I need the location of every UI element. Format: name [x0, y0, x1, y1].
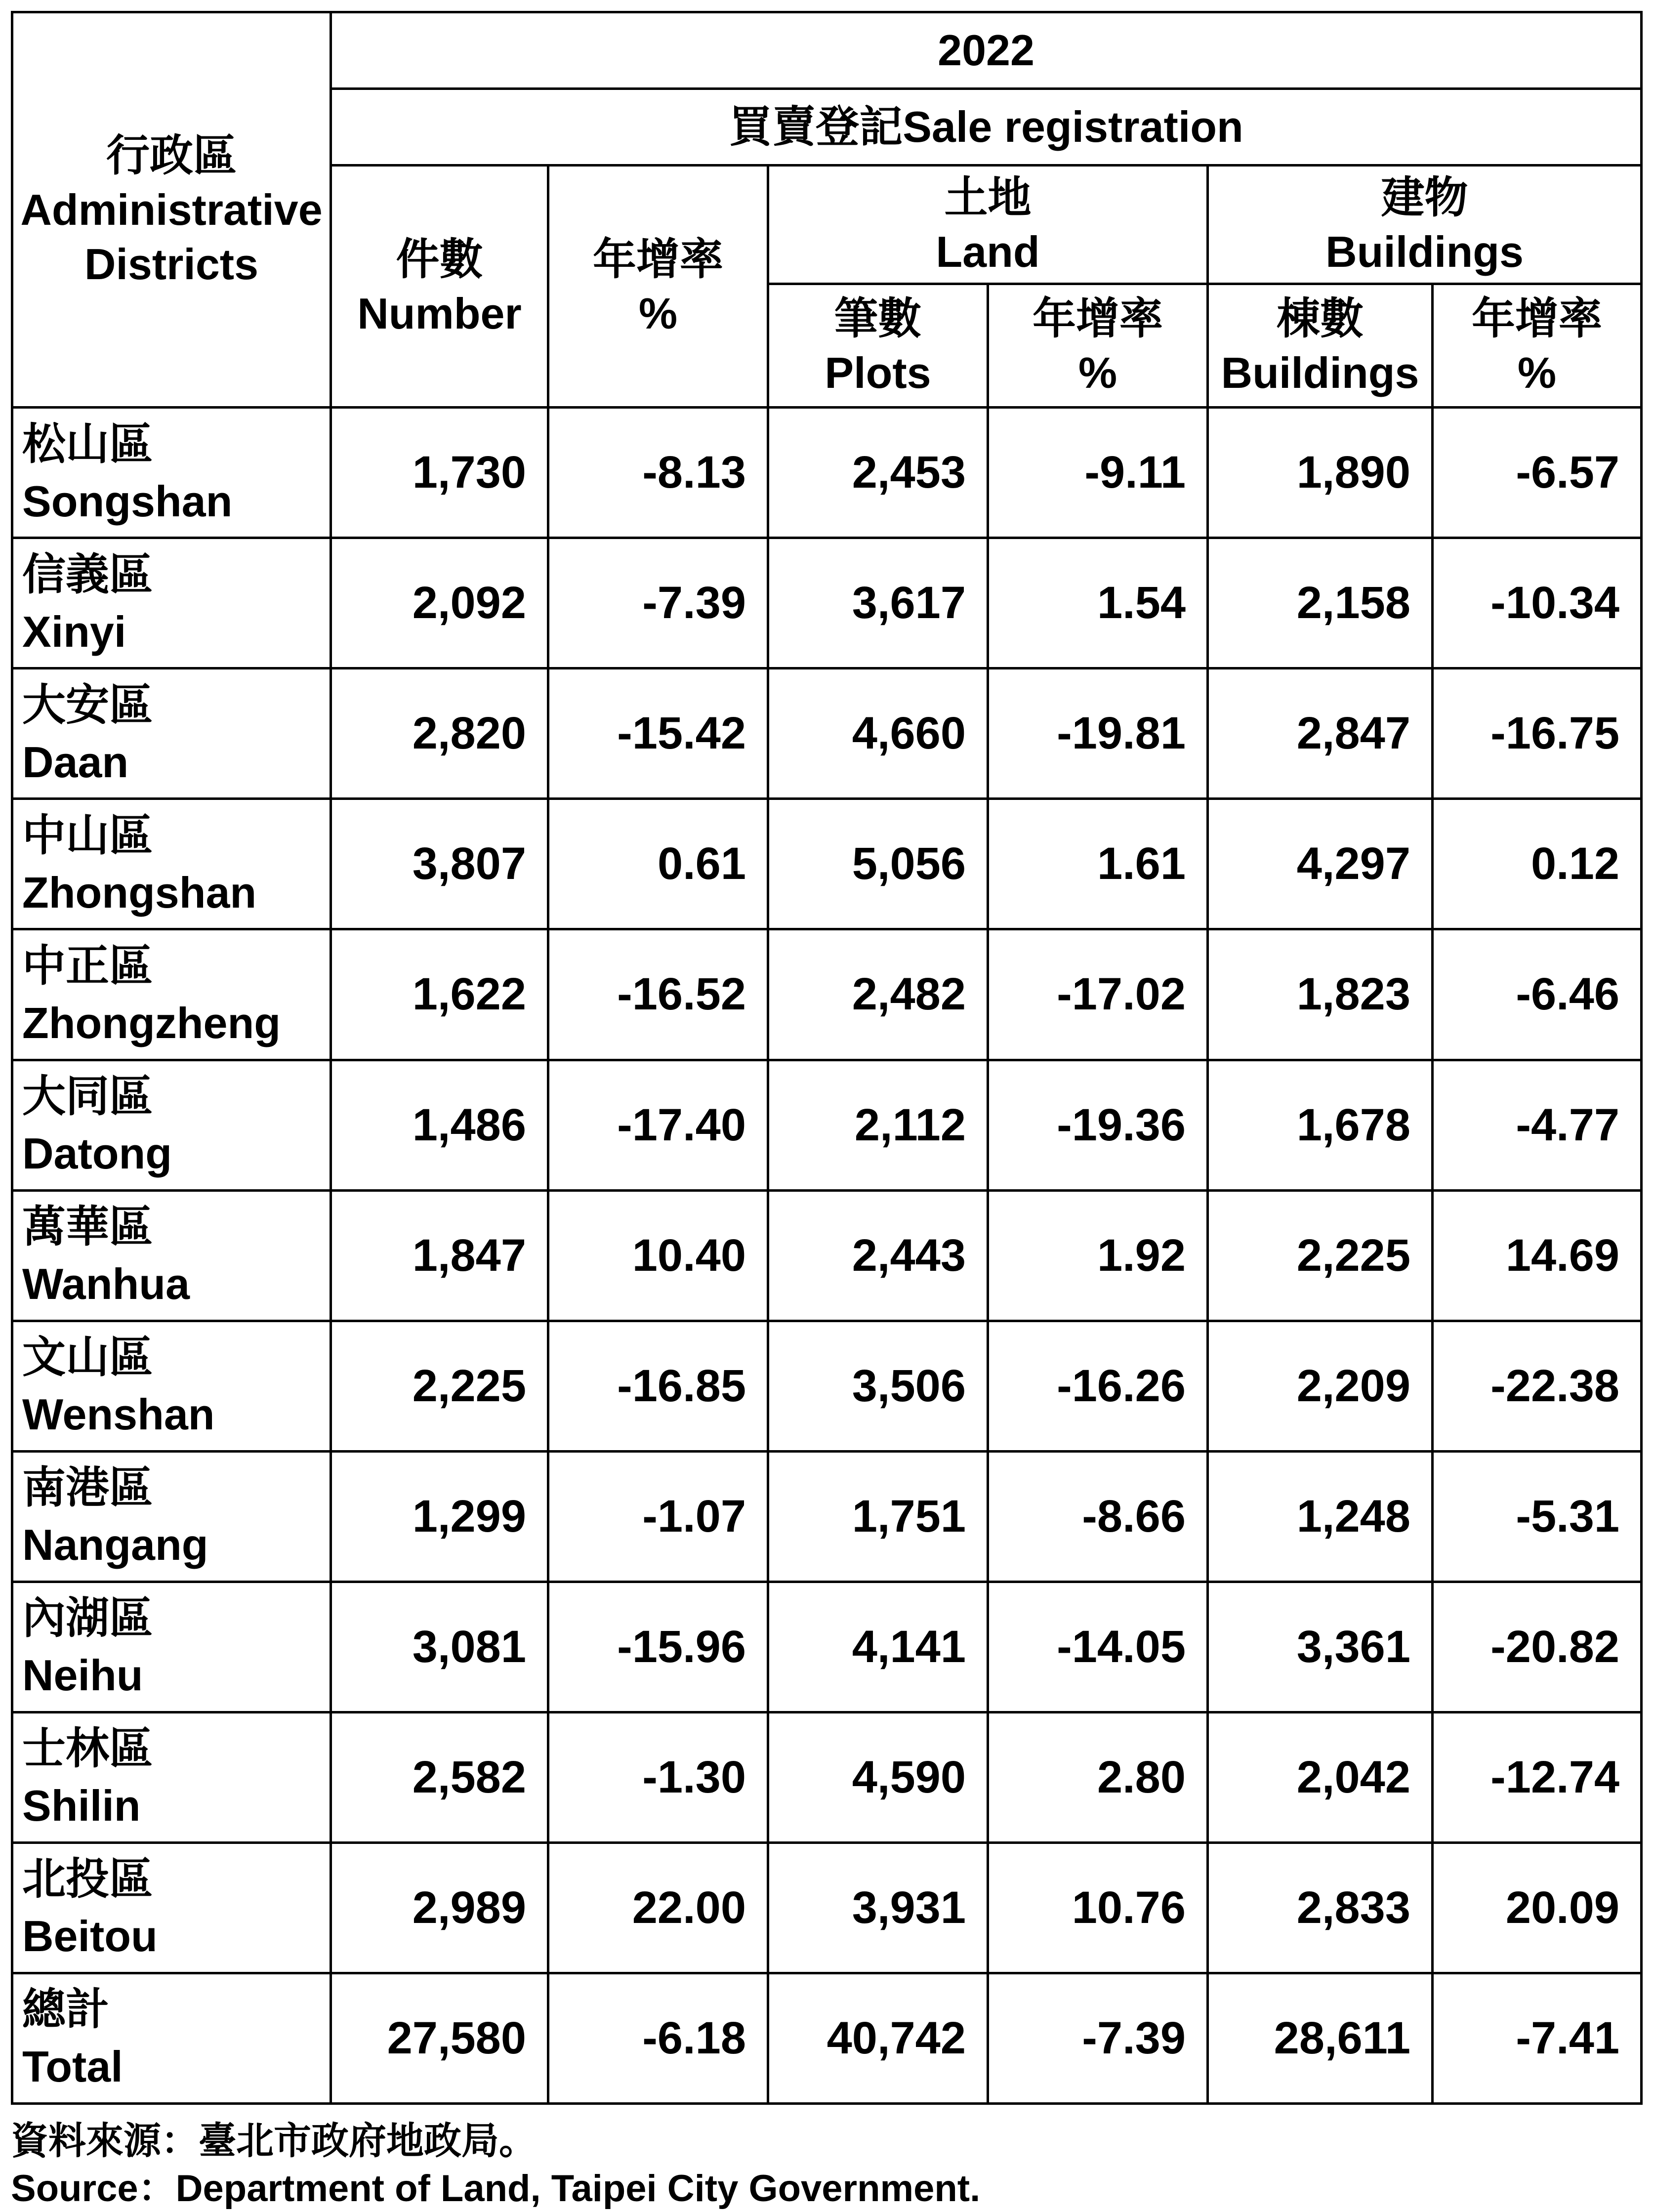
district-name-en: Songshan [22, 476, 233, 526]
district-name-zh: 士林區 [22, 1724, 153, 1773]
cell-plots: 3,506 [768, 1321, 988, 1451]
header-growth-en: % [1517, 348, 1557, 397]
district-name-zh: 大同區 [22, 1071, 153, 1121]
district-cell [12, 1842, 331, 1973]
district-cell [12, 1973, 331, 2103]
cell-number-rate: -17.40 [548, 1060, 768, 1190]
cell-number: 1,486 [331, 1060, 548, 1190]
district-name-zh: 萬華區 [22, 1202, 153, 1251]
header-buildings-group [1208, 166, 1642, 284]
cell-plots-rate: -14.05 [988, 1582, 1208, 1712]
cell-plots: 2,443 [768, 1190, 988, 1321]
cell-buildings: 4,297 [1208, 799, 1433, 929]
cell-buildings: 2,158 [1208, 538, 1433, 668]
cell-number: 1,847 [331, 1190, 548, 1321]
header-buildings-group-zh: 建物 [1381, 172, 1468, 222]
district-name-en: Wanhua [22, 1259, 190, 1309]
cell-plots: 2,112 [768, 1060, 988, 1190]
cell-buildings-rate: -4.77 [1433, 1060, 1642, 1190]
cell-plots: 2,482 [768, 929, 988, 1060]
header-plots-en: Plots [825, 348, 931, 397]
district-name-zh: 大安區 [22, 680, 153, 729]
district-name-en: Nangang [22, 1520, 208, 1570]
cell-plots: 5,056 [768, 799, 988, 929]
table-row [12, 1973, 1642, 2103]
cell-plots-rate: -16.26 [988, 1321, 1208, 1451]
cell-number: 1,299 [331, 1451, 548, 1582]
header-land-en: Land [936, 227, 1040, 276]
cell-number-rate: -6.18 [548, 1973, 768, 2103]
district-cell [12, 1321, 331, 1451]
cell-number: 27,580 [331, 1973, 548, 2103]
district-name-zh: 總計 [22, 1985, 110, 2034]
cell-buildings: 2,847 [1208, 668, 1433, 799]
header-sale-registration: 買賣登記Sale registration [331, 89, 1642, 166]
district-cell [12, 408, 331, 538]
header-plots [768, 284, 988, 408]
cell-number: 2,092 [331, 538, 548, 668]
table-row [12, 1321, 1642, 1451]
table-row [12, 799, 1642, 929]
district-cell [12, 1060, 331, 1190]
cell-buildings-rate: -16.75 [1433, 668, 1642, 799]
cell-plots-rate: -17.02 [988, 929, 1208, 1060]
cell-number: 2,820 [331, 668, 548, 799]
cell-plots-rate: 1.61 [988, 799, 1208, 929]
cell-buildings: 28,611 [1208, 1973, 1433, 2103]
cell-plots-rate: 10.76 [988, 1842, 1208, 1973]
cell-number: 1,622 [331, 929, 548, 1060]
district-name-zh: 松山區 [22, 419, 153, 468]
cell-buildings: 2,209 [1208, 1321, 1433, 1451]
header-district-en1: Administrative [20, 185, 323, 234]
district-name-zh: 南港區 [22, 1463, 153, 1512]
table-row [12, 1842, 1642, 1973]
cell-plots-rate: -7.39 [988, 1973, 1208, 2103]
cell-number: 2,989 [331, 1842, 548, 1973]
header-district-zh: 行政區 [106, 130, 237, 180]
cell-number: 3,081 [331, 1582, 548, 1712]
header-growth-zh: 年增率 [1032, 293, 1163, 343]
cell-number: 2,225 [331, 1321, 548, 1451]
district-name-en: Daan [22, 737, 129, 787]
cell-buildings: 1,248 [1208, 1451, 1433, 1582]
district-cell [12, 1582, 331, 1712]
cell-number-rate: -16.52 [548, 929, 768, 1060]
cell-plots-rate: 2.80 [988, 1712, 1208, 1842]
district-name-en: Xinyi [22, 607, 126, 656]
district-name-zh: 信義區 [22, 549, 153, 599]
table-row [12, 1190, 1642, 1321]
cell-buildings-rate: -6.57 [1433, 408, 1642, 538]
cell-plots: 2,453 [768, 408, 988, 538]
cell-number-rate: -15.42 [548, 668, 768, 799]
table-row [12, 1582, 1642, 1712]
cell-number-rate: 0.61 [548, 799, 768, 929]
district-name-en: Neihu [22, 1651, 143, 1700]
cell-buildings: 3,361 [1208, 1582, 1433, 1712]
header-district-en2: Districts [84, 239, 259, 289]
district-name-zh: 北投區 [22, 1854, 153, 1904]
district-name-en: Wenshan [22, 1390, 215, 1439]
cell-buildings-rate: -22.38 [1433, 1321, 1642, 1451]
cell-buildings-rate: -5.31 [1433, 1451, 1642, 1582]
header-growth-zh: 年增率 [1472, 293, 1603, 343]
cell-plots: 4,660 [768, 668, 988, 799]
cell-plots: 3,617 [768, 538, 988, 668]
header-plots-growth [988, 284, 1208, 408]
cell-plots-rate: -9.11 [988, 408, 1208, 538]
table-row [12, 408, 1642, 538]
cell-plots-rate: 1.92 [988, 1190, 1208, 1321]
cell-plots-rate: -19.81 [988, 668, 1208, 799]
cell-number-rate: -1.30 [548, 1712, 768, 1842]
cell-buildings-rate: 20.09 [1433, 1842, 1642, 1973]
header-growth-en: % [1078, 348, 1117, 397]
district-name-en: Total [22, 2042, 123, 2091]
header-plots-zh: 筆數 [834, 293, 921, 343]
cell-number-rate: -7.39 [548, 538, 768, 668]
cell-buildings-rate: 14.69 [1433, 1190, 1642, 1321]
header-growth-en: % [638, 289, 678, 338]
district-name-zh: 內湖區 [22, 1593, 153, 1643]
table-row [12, 929, 1642, 1060]
table-body [12, 408, 1642, 2104]
header-number-en: Number [357, 289, 522, 338]
cell-buildings-rate: -7.41 [1433, 1973, 1642, 2103]
district-cell [12, 1451, 331, 1582]
cell-plots: 1,751 [768, 1451, 988, 1582]
header-buildings-group-en: Buildings [1325, 227, 1524, 276]
cell-plots: 3,931 [768, 1842, 988, 1973]
table-row [12, 668, 1642, 799]
table-row [12, 1451, 1642, 1582]
cell-plots-rate: -19.36 [988, 1060, 1208, 1190]
cell-plots-rate: -8.66 [988, 1451, 1208, 1582]
district-name-en: Beitou [22, 1912, 158, 1961]
table-row [12, 1712, 1642, 1842]
cell-plots: 40,742 [768, 1973, 988, 2103]
cell-plots: 4,141 [768, 1582, 988, 1712]
header-land [768, 166, 1208, 284]
header-number [331, 166, 548, 408]
header-buildings-en: Buildings [1221, 348, 1419, 397]
header-land-zh: 土地 [944, 172, 1032, 222]
cell-number-rate: -15.96 [548, 1582, 768, 1712]
district-name-en: Datong [22, 1129, 172, 1178]
district-name-zh: 文山區 [22, 1333, 153, 1381]
cell-buildings: 2,042 [1208, 1712, 1433, 1842]
cell-number: 3,807 [331, 799, 548, 929]
district-cell [12, 1712, 331, 1842]
district-name-en: Shilin [22, 1781, 141, 1831]
header-number-zh: 件數 [396, 234, 483, 284]
cell-number-rate: 22.00 [548, 1842, 768, 1973]
header-number-growth [548, 166, 768, 408]
district-name-zh: 中山區 [22, 810, 153, 860]
cell-buildings: 1,890 [1208, 408, 1433, 538]
header-buildings-zh: 棟數 [1276, 293, 1364, 343]
sale-registration-table [11, 11, 1643, 2105]
district-cell [12, 1190, 331, 1321]
district-name-en: Zhongzheng [22, 998, 281, 1047]
source-note-zh: 資料來源：臺北市政府地政局。 [11, 2120, 537, 2162]
cell-number: 2,582 [331, 1712, 548, 1842]
district-cell [12, 929, 331, 1060]
source-note-en: Source：Department of Land, Taipei City Government. [11, 2168, 981, 2210]
district-cell [12, 668, 331, 799]
district-cell [12, 538, 331, 668]
district-name-zh: 中正區 [22, 941, 153, 990]
table-row [12, 1060, 1642, 1190]
cell-number: 1,730 [331, 408, 548, 538]
header-year: 2022 [331, 12, 1642, 89]
header-district [12, 12, 331, 408]
cell-buildings: 1,678 [1208, 1060, 1433, 1190]
cell-buildings-rate: -10.34 [1433, 538, 1642, 668]
cell-buildings-rate: -6.46 [1433, 929, 1642, 1060]
cell-buildings-rate: -20.82 [1433, 1582, 1642, 1712]
cell-number-rate: -16.85 [548, 1321, 768, 1451]
header-buildings-growth [1433, 284, 1642, 408]
header-growth-zh: 年增率 [592, 234, 723, 284]
table-row [12, 538, 1642, 668]
cell-number-rate: -8.13 [548, 408, 768, 538]
district-name-en: Zhongshan [22, 868, 257, 917]
header-buildings [1208, 284, 1433, 408]
cell-buildings: 1,823 [1208, 929, 1433, 1060]
cell-plots-rate: 1.54 [988, 538, 1208, 668]
cell-buildings-rate: 0.12 [1433, 799, 1642, 929]
district-cell [12, 799, 331, 929]
cell-buildings: 2,833 [1208, 1842, 1433, 1973]
cell-number-rate: 10.40 [548, 1190, 768, 1321]
cell-buildings-rate: -12.74 [1433, 1712, 1642, 1842]
cell-buildings: 2,225 [1208, 1190, 1433, 1321]
cell-number-rate: -1.07 [548, 1451, 768, 1582]
cell-plots: 4,590 [768, 1712, 988, 1842]
